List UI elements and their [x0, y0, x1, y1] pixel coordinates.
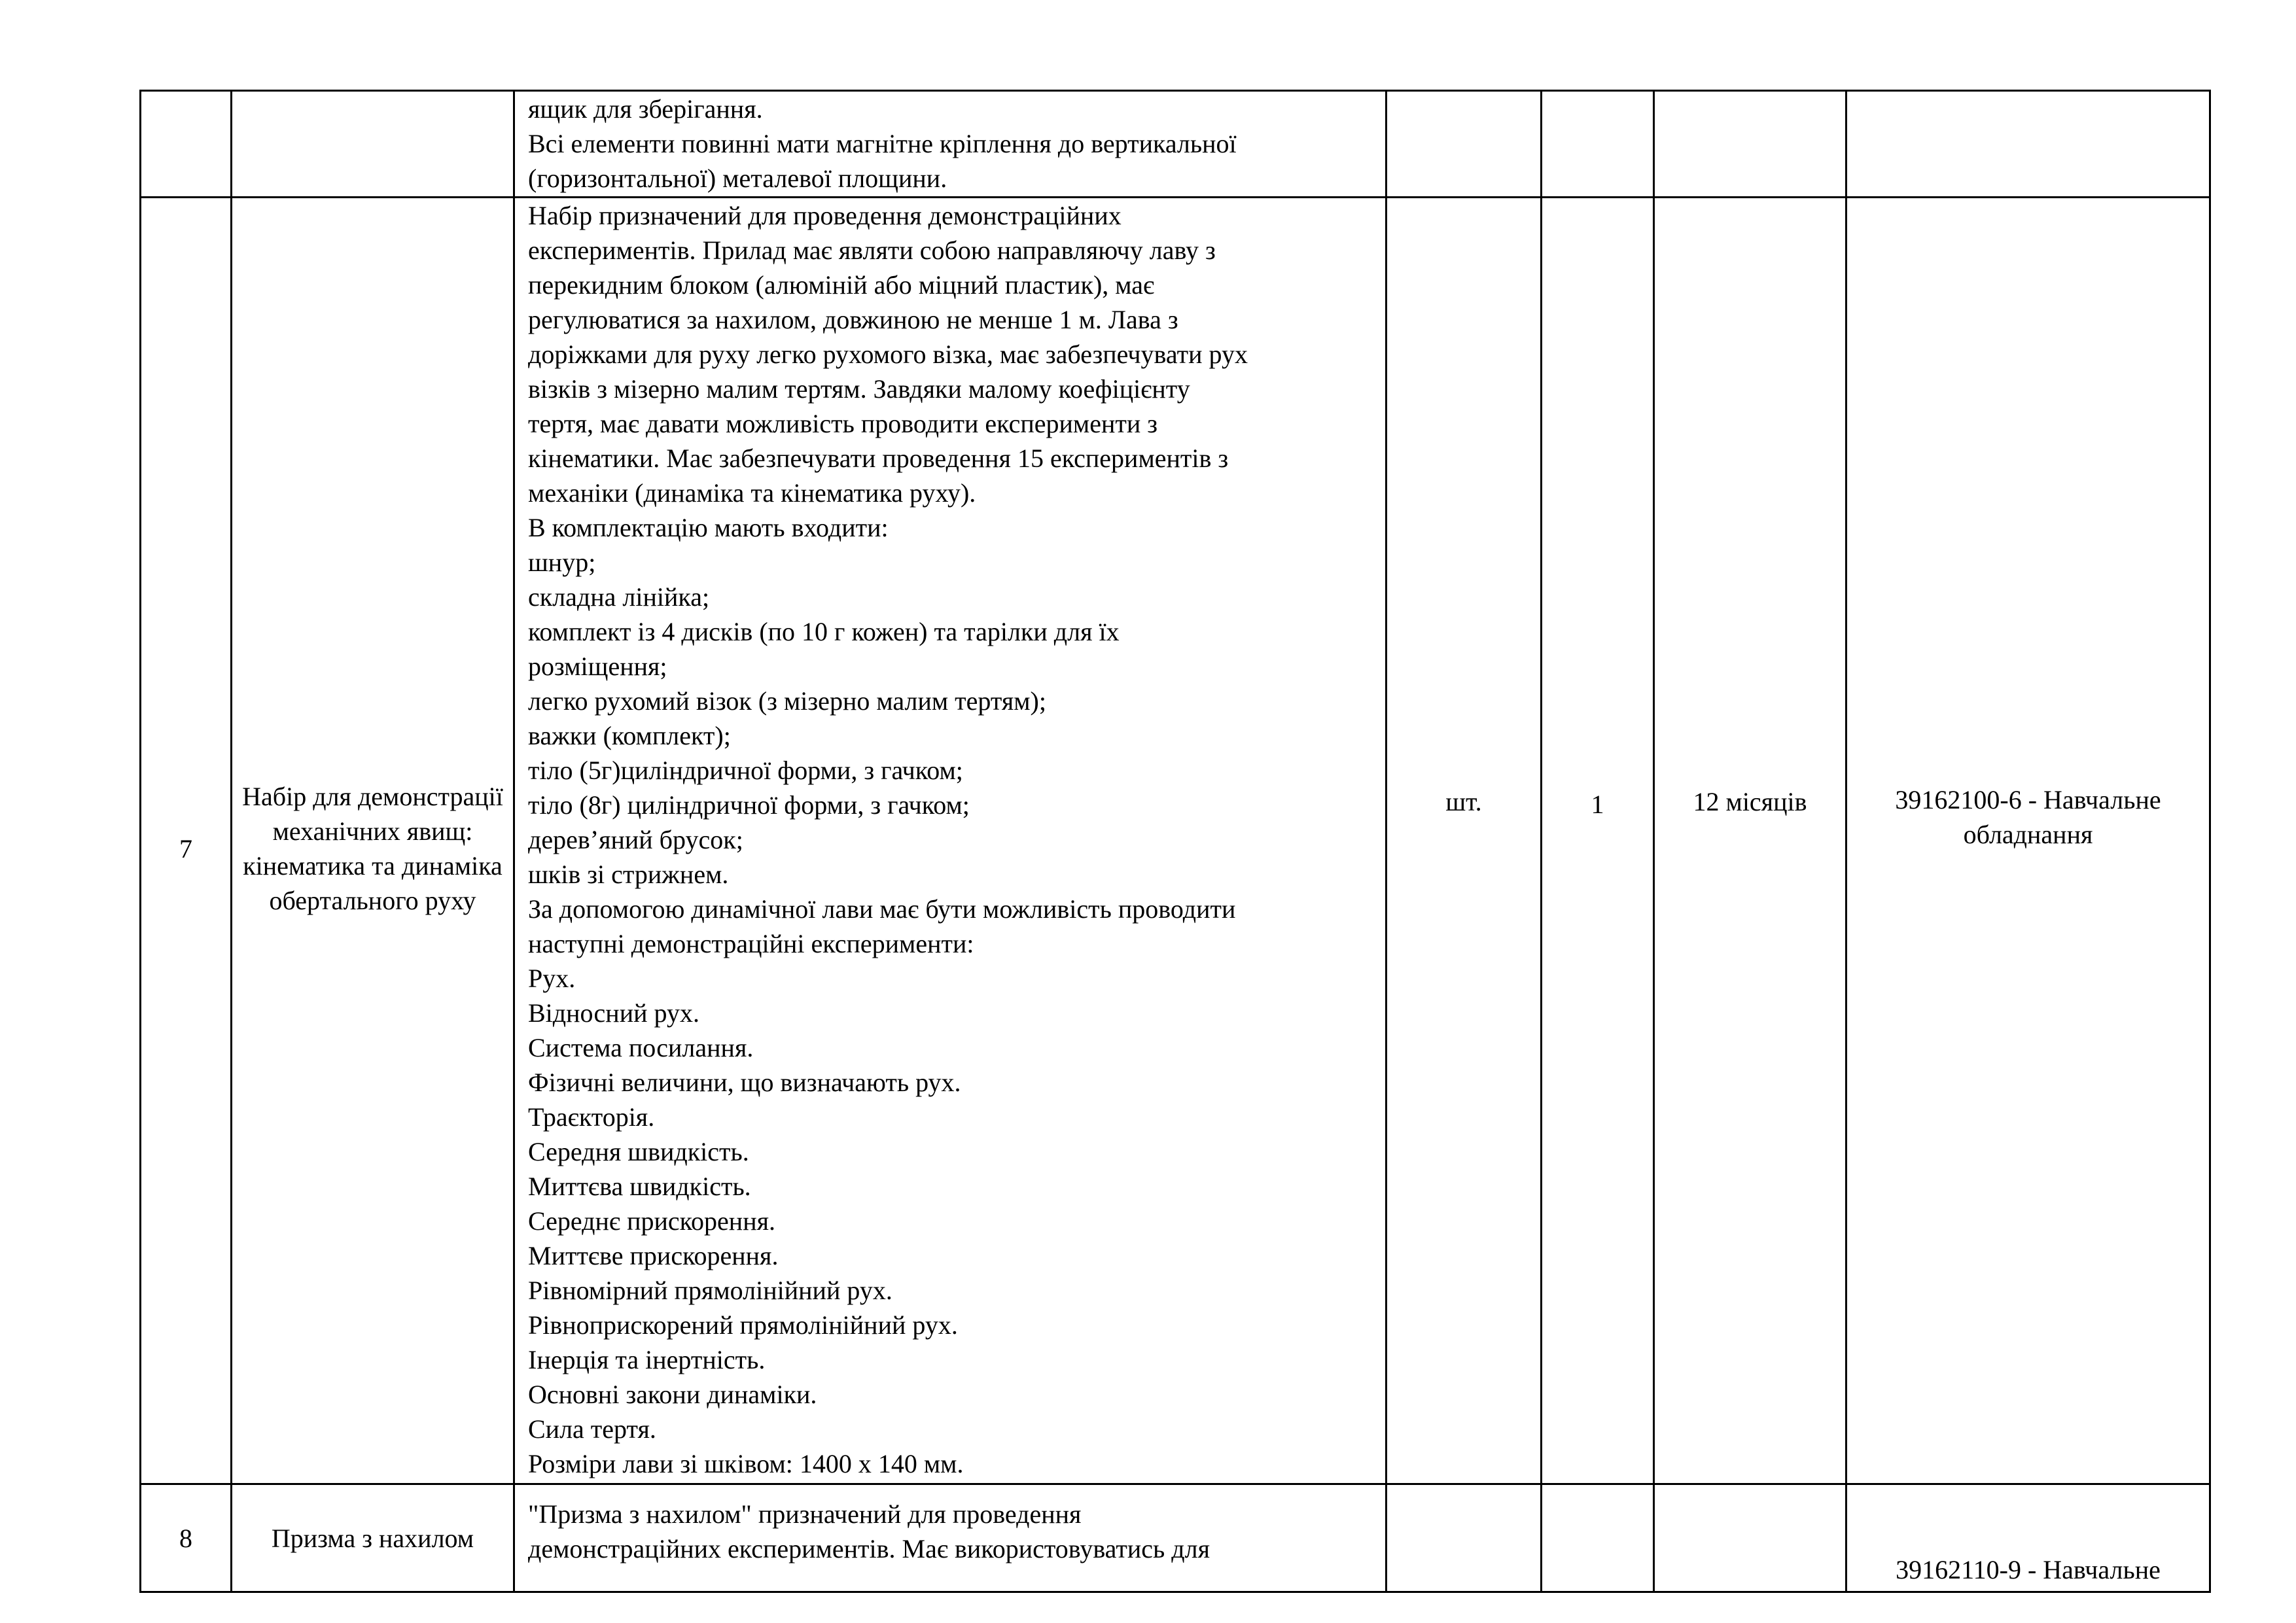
description-line: Середнє прискорення. — [528, 1206, 776, 1236]
description-line: комплект із 4 дисків (по 10 г кожен) та тарілки для їх — [528, 617, 1120, 646]
description-line: Всі елементи повинні мати магнітне кріплення до вертикальної — [528, 129, 1237, 158]
description-line: Відносний рух. — [528, 998, 699, 1028]
description-line: Набір призначений для проведення демонстраційних — [528, 201, 1122, 230]
description-line: розміщення; — [528, 652, 667, 681]
cpv-cell: 39162100-6 - Навчальне обладнання — [1846, 198, 2210, 1484]
warranty-cell — [1654, 91, 1846, 198]
specification-table — [139, 90, 2211, 1593]
description-line: Інерція та інертність. — [528, 1345, 766, 1374]
description-line: механіки (динаміка та кінематика руху). — [528, 478, 976, 508]
description-line: доріжками для руху легко рухомого візка, має забезпечувати рух — [528, 340, 1248, 369]
description-line: Рівноприскорений прямолінійний рух. — [528, 1310, 958, 1340]
description-line: дерев’яний брусок; — [528, 825, 743, 854]
description-line: шнур; — [528, 548, 596, 577]
description-line: Траєкторія. — [528, 1102, 655, 1132]
item-description — [514, 198, 1386, 1484]
description-line: тіло (5г)циліндричної форми, з гачком; — [528, 756, 963, 785]
description-line: легко рухомий візок (з мізерно малим тертям); — [528, 686, 1046, 716]
item-name: Набір для демонстрації механічних явищ: кінематика та динаміка обертального руху — [232, 198, 514, 1484]
description-line: візків з мізерно малим тертям. Завдяки малому коефіцієнту — [528, 374, 1190, 404]
description-line: Система посилання. — [528, 1033, 754, 1062]
description-line: важки (комплект); — [528, 721, 731, 750]
description-line: шків зі стрижнем. — [528, 860, 729, 889]
description-line: Рівномірний прямолінійний рух. — [528, 1276, 892, 1305]
description-line: Рух. — [528, 964, 576, 993]
warranty-cell: 12 місяців — [1654, 198, 1846, 1484]
row-number — [141, 91, 232, 198]
description-line: експериментів. Прилад має являти собою направляючу лаву з — [528, 236, 1216, 265]
description-line: тіло (8г) циліндричної форми, з гачком; — [528, 790, 970, 820]
description-line: За допомогою динамічної лави має бути можливість проводити — [528, 894, 1236, 924]
item-description — [514, 91, 1386, 198]
table-row — [141, 1484, 2210, 1592]
table-row — [141, 91, 2210, 198]
unit-cell: шт. — [1386, 198, 1542, 1484]
table-row — [141, 198, 2210, 1484]
row-number: 7 — [141, 198, 232, 1484]
count-cell: 1 — [1542, 198, 1654, 1484]
item-name — [232, 91, 514, 198]
description-line: Миттєве прискорення. — [528, 1241, 779, 1270]
description-line: складна лінійка; — [528, 582, 710, 612]
description-line: ящик для зберігання. — [528, 94, 763, 124]
item-name: Призма з нахилом — [232, 1484, 514, 1592]
description-line: регулюватися за нахилом, довжиною не менше 1 м. Лава з — [528, 305, 1178, 334]
count-cell — [1542, 91, 1654, 198]
description-line: Фізичні величини, що визначають рух. — [528, 1068, 961, 1097]
cpv-cell — [1846, 91, 2210, 198]
description-line: Миттєва швидкість. — [528, 1172, 751, 1201]
description-line: Середня швидкість. — [528, 1137, 749, 1166]
unit-cell — [1386, 1484, 1542, 1592]
description-line: перекидним блоком (алюміній або міцний пластик), має — [528, 270, 1155, 300]
description-line: наступні демонстраційні експерименти: — [528, 929, 974, 958]
description-line: (горизонтальної) металевої площини. — [528, 164, 947, 193]
description-line: "Призма з нахилом" призначений для проведення — [528, 1499, 1082, 1529]
warranty-cell — [1654, 1484, 1846, 1592]
unit-cell — [1386, 91, 1542, 198]
description-line: Сила тертя. — [528, 1414, 656, 1444]
description-line: демонстраційних експериментів. Має використовуватись для — [528, 1534, 1210, 1563]
row-number: 8 — [141, 1484, 232, 1592]
item-description — [514, 1484, 1386, 1592]
description-line: Основні закони динаміки. — [528, 1380, 817, 1409]
cpv-cell: 39162110-9 - Навчальне — [1846, 1484, 2210, 1592]
description-line: В комплектацію мають входити: — [528, 513, 889, 542]
description-line: Розміри лави зі шківом: 1400 х 140 мм. — [528, 1449, 964, 1478]
description-line: тертя, має давати можливість проводити експерименти з — [528, 409, 1158, 438]
description-line: кінематики. Має забезпечувати проведення 15 експериментів з — [528, 444, 1229, 473]
count-cell — [1542, 1484, 1654, 1592]
